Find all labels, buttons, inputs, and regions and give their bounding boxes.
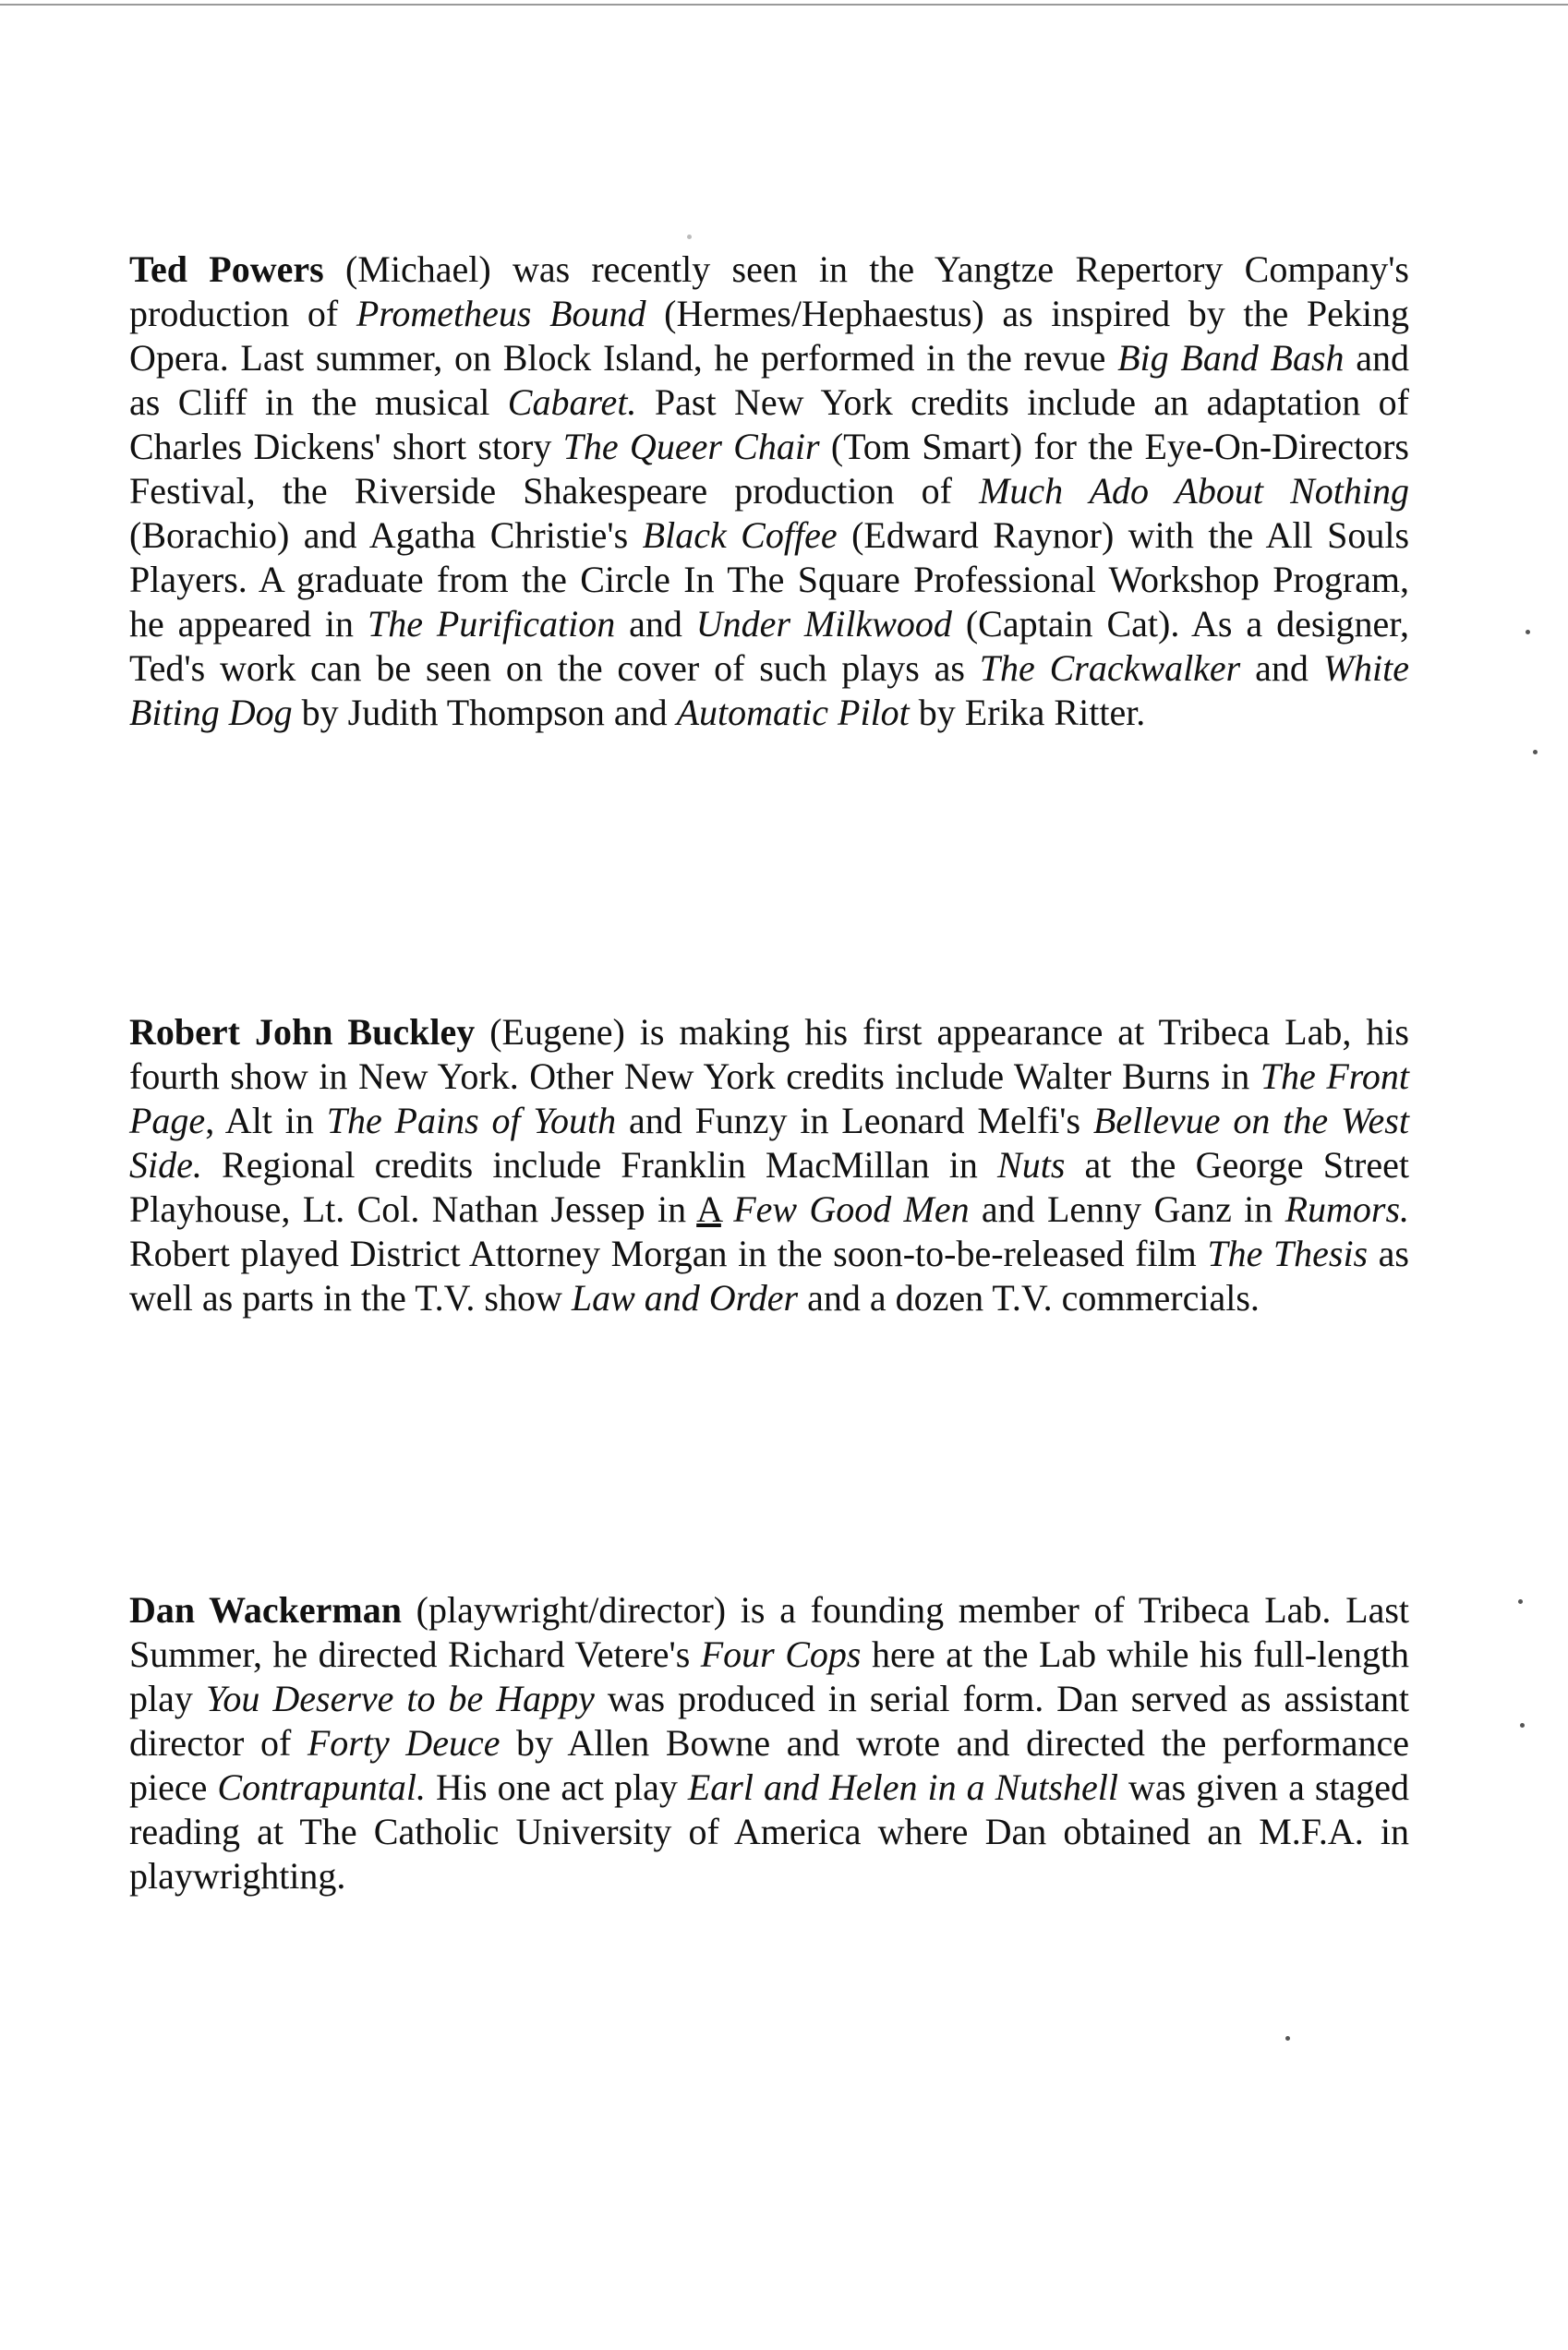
- work-title: Four Cops: [700, 1633, 862, 1675]
- work-title: Big Band Bash: [1117, 337, 1345, 379]
- work-title: Much Ado About Nothing: [979, 470, 1409, 512]
- work-title: Rumors.: [1285, 1188, 1410, 1230]
- bio-text: was produced in serial form. Dan served as assistant director of: [129, 1678, 1409, 1764]
- work-title: Nuts: [997, 1144, 1066, 1186]
- bio-text: as well as parts in the T.V. show: [129, 1233, 1409, 1319]
- bio-name: Dan Wackerman: [129, 1589, 402, 1631]
- bio-text: (Captain Cat). As a designer, Ted's work can be seen on the cover of such plays as: [129, 603, 1409, 689]
- bio-ted-powers: [129, 247, 1409, 735]
- bio-text: was given a staged reading at The Catholic University of America where Dan obtained an M.F.A. in playwrighting.: [129, 1766, 1410, 1897]
- bio-text: here at the Lab while his full-length play: [129, 1633, 1410, 1719]
- work-title: The Crackwalker: [979, 647, 1241, 689]
- scan-speck: [687, 235, 692, 239]
- work-title: You Deserve to be Happy: [205, 1678, 595, 1719]
- work-title: The Queer Chair: [562, 426, 820, 467]
- scan-speck: [1520, 1723, 1525, 1728]
- bio-text: and a dozen T.V. commercials.: [798, 1277, 1260, 1319]
- work-title: The Purification: [367, 603, 616, 645]
- bio-text: and: [1240, 647, 1323, 689]
- scan-speck: [1526, 630, 1530, 634]
- bio-name: Ted Powers: [129, 248, 324, 290]
- bio-robert-john-buckley: [129, 1010, 1409, 1320]
- bio-text: (Hermes/Hephaestus) as inspired by the Peking Opera. Last summer, on Block Island, he performed in the revue: [129, 293, 1409, 379]
- bio-text: , Alt in: [205, 1100, 327, 1141]
- bio-text: by Judith Thompson and: [292, 692, 677, 733]
- bio-text: His one act play: [425, 1766, 688, 1808]
- scan-speck: [1518, 1599, 1523, 1604]
- scan-speck: [1533, 750, 1538, 754]
- work-title: Bellevue on the West Side.: [129, 1100, 1409, 1186]
- bio-text: Past New York credits include an adaptation of Charles Dickens' short story: [129, 381, 1409, 467]
- work-title: White Biting Dog: [129, 647, 1409, 733]
- top-rule: [0, 4, 1568, 6]
- work-title: Cabaret.: [507, 381, 637, 423]
- work-title: Black Coffee: [642, 514, 838, 556]
- bio-text: (Michael) was recently seen in the Yangtze Repertory Company's production of: [129, 248, 1409, 334]
- bio-text: by Allen Bowne and wrote and directed the performance piece: [129, 1722, 1410, 1808]
- bio-text: Robert played District Attorney Morgan in the soon-to-be-released film: [129, 1233, 1208, 1274]
- bio-text: and as Cliff in the musical: [129, 337, 1409, 423]
- bio-text: Regional credits include Franklin MacMillan in: [201, 1144, 998, 1186]
- work-title: Under Milkwood: [695, 603, 952, 645]
- work-title: Law and Order: [571, 1277, 799, 1319]
- work-title: Forty Deuce: [307, 1722, 501, 1764]
- work-title: The Front Page: [129, 1055, 1409, 1141]
- work-title-article: A: [696, 1188, 721, 1230]
- work-title: Prometheus Bound: [356, 293, 646, 334]
- bio-text: (Edward Raynor) with the All Souls Players. A graduate from the Circle In The Square Professional Workshop Program, he appeared in: [129, 514, 1410, 645]
- bio-text: [721, 1188, 733, 1230]
- scan-speck: [1285, 2036, 1290, 2041]
- work-title: Contrapuntal.: [217, 1766, 426, 1808]
- bio-text: (Tom Smart) for the Eye-On-Directors Festival, the Riverside Shakespeare production of: [129, 426, 1409, 512]
- bio-text: and Lenny Ganz in: [969, 1188, 1285, 1230]
- bio-text: and Funzy in Leonard Melfi's: [616, 1100, 1093, 1141]
- bio-text: (playwright/director) is a founding member of Tribeca Lab. Last Summer, he directed Richard Vetere's: [129, 1589, 1409, 1675]
- bio-name: Robert John Buckley: [129, 1011, 476, 1053]
- work-title: Automatic Pilot: [676, 692, 910, 733]
- work-title: Earl and Helen in a Nutshell: [687, 1766, 1118, 1808]
- bio-text: at the George Street Playhouse, Lt. Col. Nathan Jessep in: [129, 1144, 1410, 1230]
- bio-dan-wackerman: [129, 1588, 1409, 1898]
- bio-text: and: [615, 603, 696, 645]
- work-title: The Pains of Youth: [326, 1100, 617, 1141]
- bio-text: (Borachio) and Agatha Christie's: [129, 514, 643, 556]
- bio-text: (Eugene) is making his first appearance at Tribeca Lab, his fourth show in New York. Other New York credits include Walter Burns in: [129, 1011, 1409, 1097]
- work-title: Few Good Men: [733, 1188, 970, 1230]
- bio-text: by Erika Ritter.: [909, 692, 1146, 733]
- work-title: The Thesis: [1207, 1233, 1369, 1274]
